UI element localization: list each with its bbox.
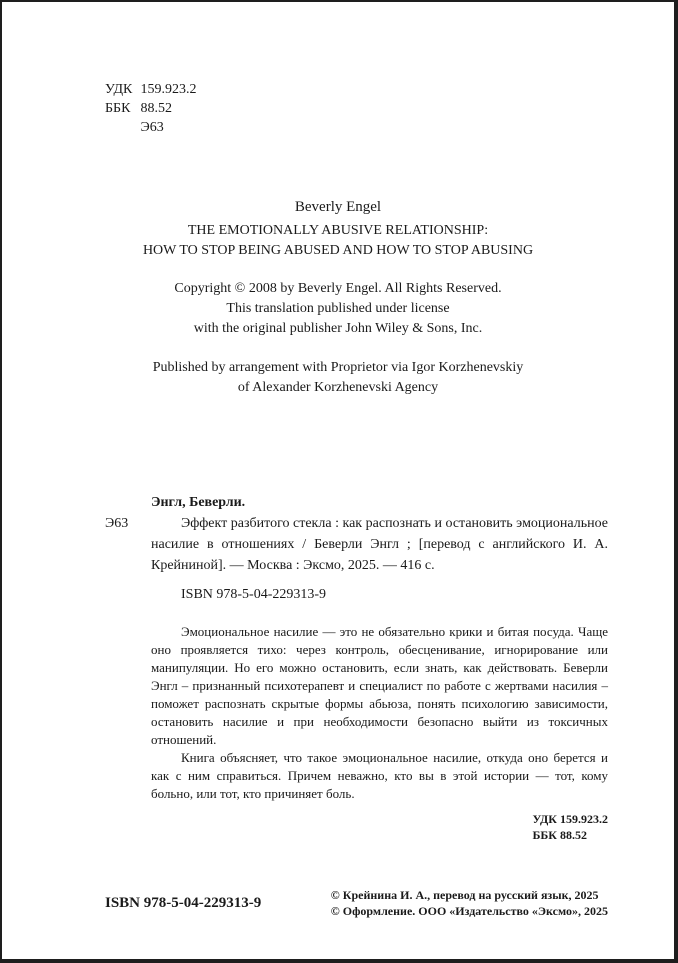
author-mark-row	[105, 118, 608, 137]
copyright-line3: with the original publisher John Wiley & Sons, Inc.	[193, 321, 483, 336]
arrangement-line2: of Alexander Korzhenevski Agency	[237, 380, 439, 395]
author-mark: Э63	[140, 120, 164, 135]
credit-design: © Оформление. ООО «Издательство «Эксмо», 2025	[330, 904, 608, 918]
record-description: Эффект разбитого стекла : как распознать и остановить эмоциональное насилие в отношениях / Беверли Энгл ; [перевод с английского И. А. Крейниной]. — Москва : Эксмо, 2025. — 416 с.	[151, 516, 608, 573]
original-title-line1: THE EMOTIONALLY ABUSIVE RELATIONSHIP:	[187, 223, 489, 238]
bbk-value: 88.52	[140, 101, 172, 116]
arrangement-line1: Published by arrangement with Proprietor via Igor Korzhenevskiy	[152, 360, 524, 375]
copyright-line1: Copyright © 2008 by Beverly Engel. All Rights Reserved.	[174, 281, 502, 296]
credit-translation: © Крейнина И. А., перевод на русский язык, 2025	[330, 888, 599, 902]
footer-bbk: ББК 88.52	[532, 828, 588, 842]
bbk-label: ББК	[105, 101, 131, 116]
annotation-paragraph-2: Книга объясняет, что такое эмоциональное насилие, откуда оно берется и как с ним справиться. Причем неважно, кто вы в этой истории — тот, кому больно, или тот, кто причиняет боль.	[151, 750, 608, 801]
record-author-mark: Э63	[105, 516, 129, 531]
original-copyright	[2, 279, 674, 339]
udk-value: 159.923.2	[140, 82, 197, 97]
udk-row	[105, 80, 608, 99]
footer-isbn: ISBN 978-5-04-229313-9	[105, 894, 262, 911]
copyright-line2: This translation published under license	[226, 301, 450, 316]
record-isbn: ISBN 978-5-04-229313-9	[181, 587, 327, 602]
annotation	[105, 623, 608, 803]
bibliographic-record	[105, 492, 608, 605]
udk-label: УДК	[105, 82, 133, 97]
annotation-paragraph-1: Эмоциональное насилие — это не обязательно крики и битая посуда. Чаще оно проявляется тихо: через контроль, обесценивание, игнорирование или манипуляции. Но его можно остановить, если знать, как действовать. Беверли Энгл – признанный психотерапевт и специалист по работе с жертвами насилия – поможет распознать скрытые формы абьюза, понять психологию зависимости, остановить насилие и при необходимости безопасно выйти из токсичных отношений.	[151, 624, 608, 747]
author-heading: Энгл, Беверли.	[151, 495, 246, 510]
footer-classification	[105, 811, 608, 843]
original-title	[2, 221, 674, 261]
footer-udk: УДК 159.923.2	[532, 812, 608, 826]
copyright-page	[2, 2, 674, 959]
original-title-line2: HOW TO STOP BEING ABUSED AND HOW TO STOP ABUSING	[142, 243, 534, 258]
publishing-arrangement	[2, 358, 674, 398]
footer-credits	[331, 887, 608, 919]
classification-codes	[105, 80, 608, 137]
original-author: Beverly Engel	[294, 199, 382, 215]
record-body	[105, 513, 608, 576]
bbk-row	[105, 99, 608, 118]
footer-row	[105, 887, 608, 919]
